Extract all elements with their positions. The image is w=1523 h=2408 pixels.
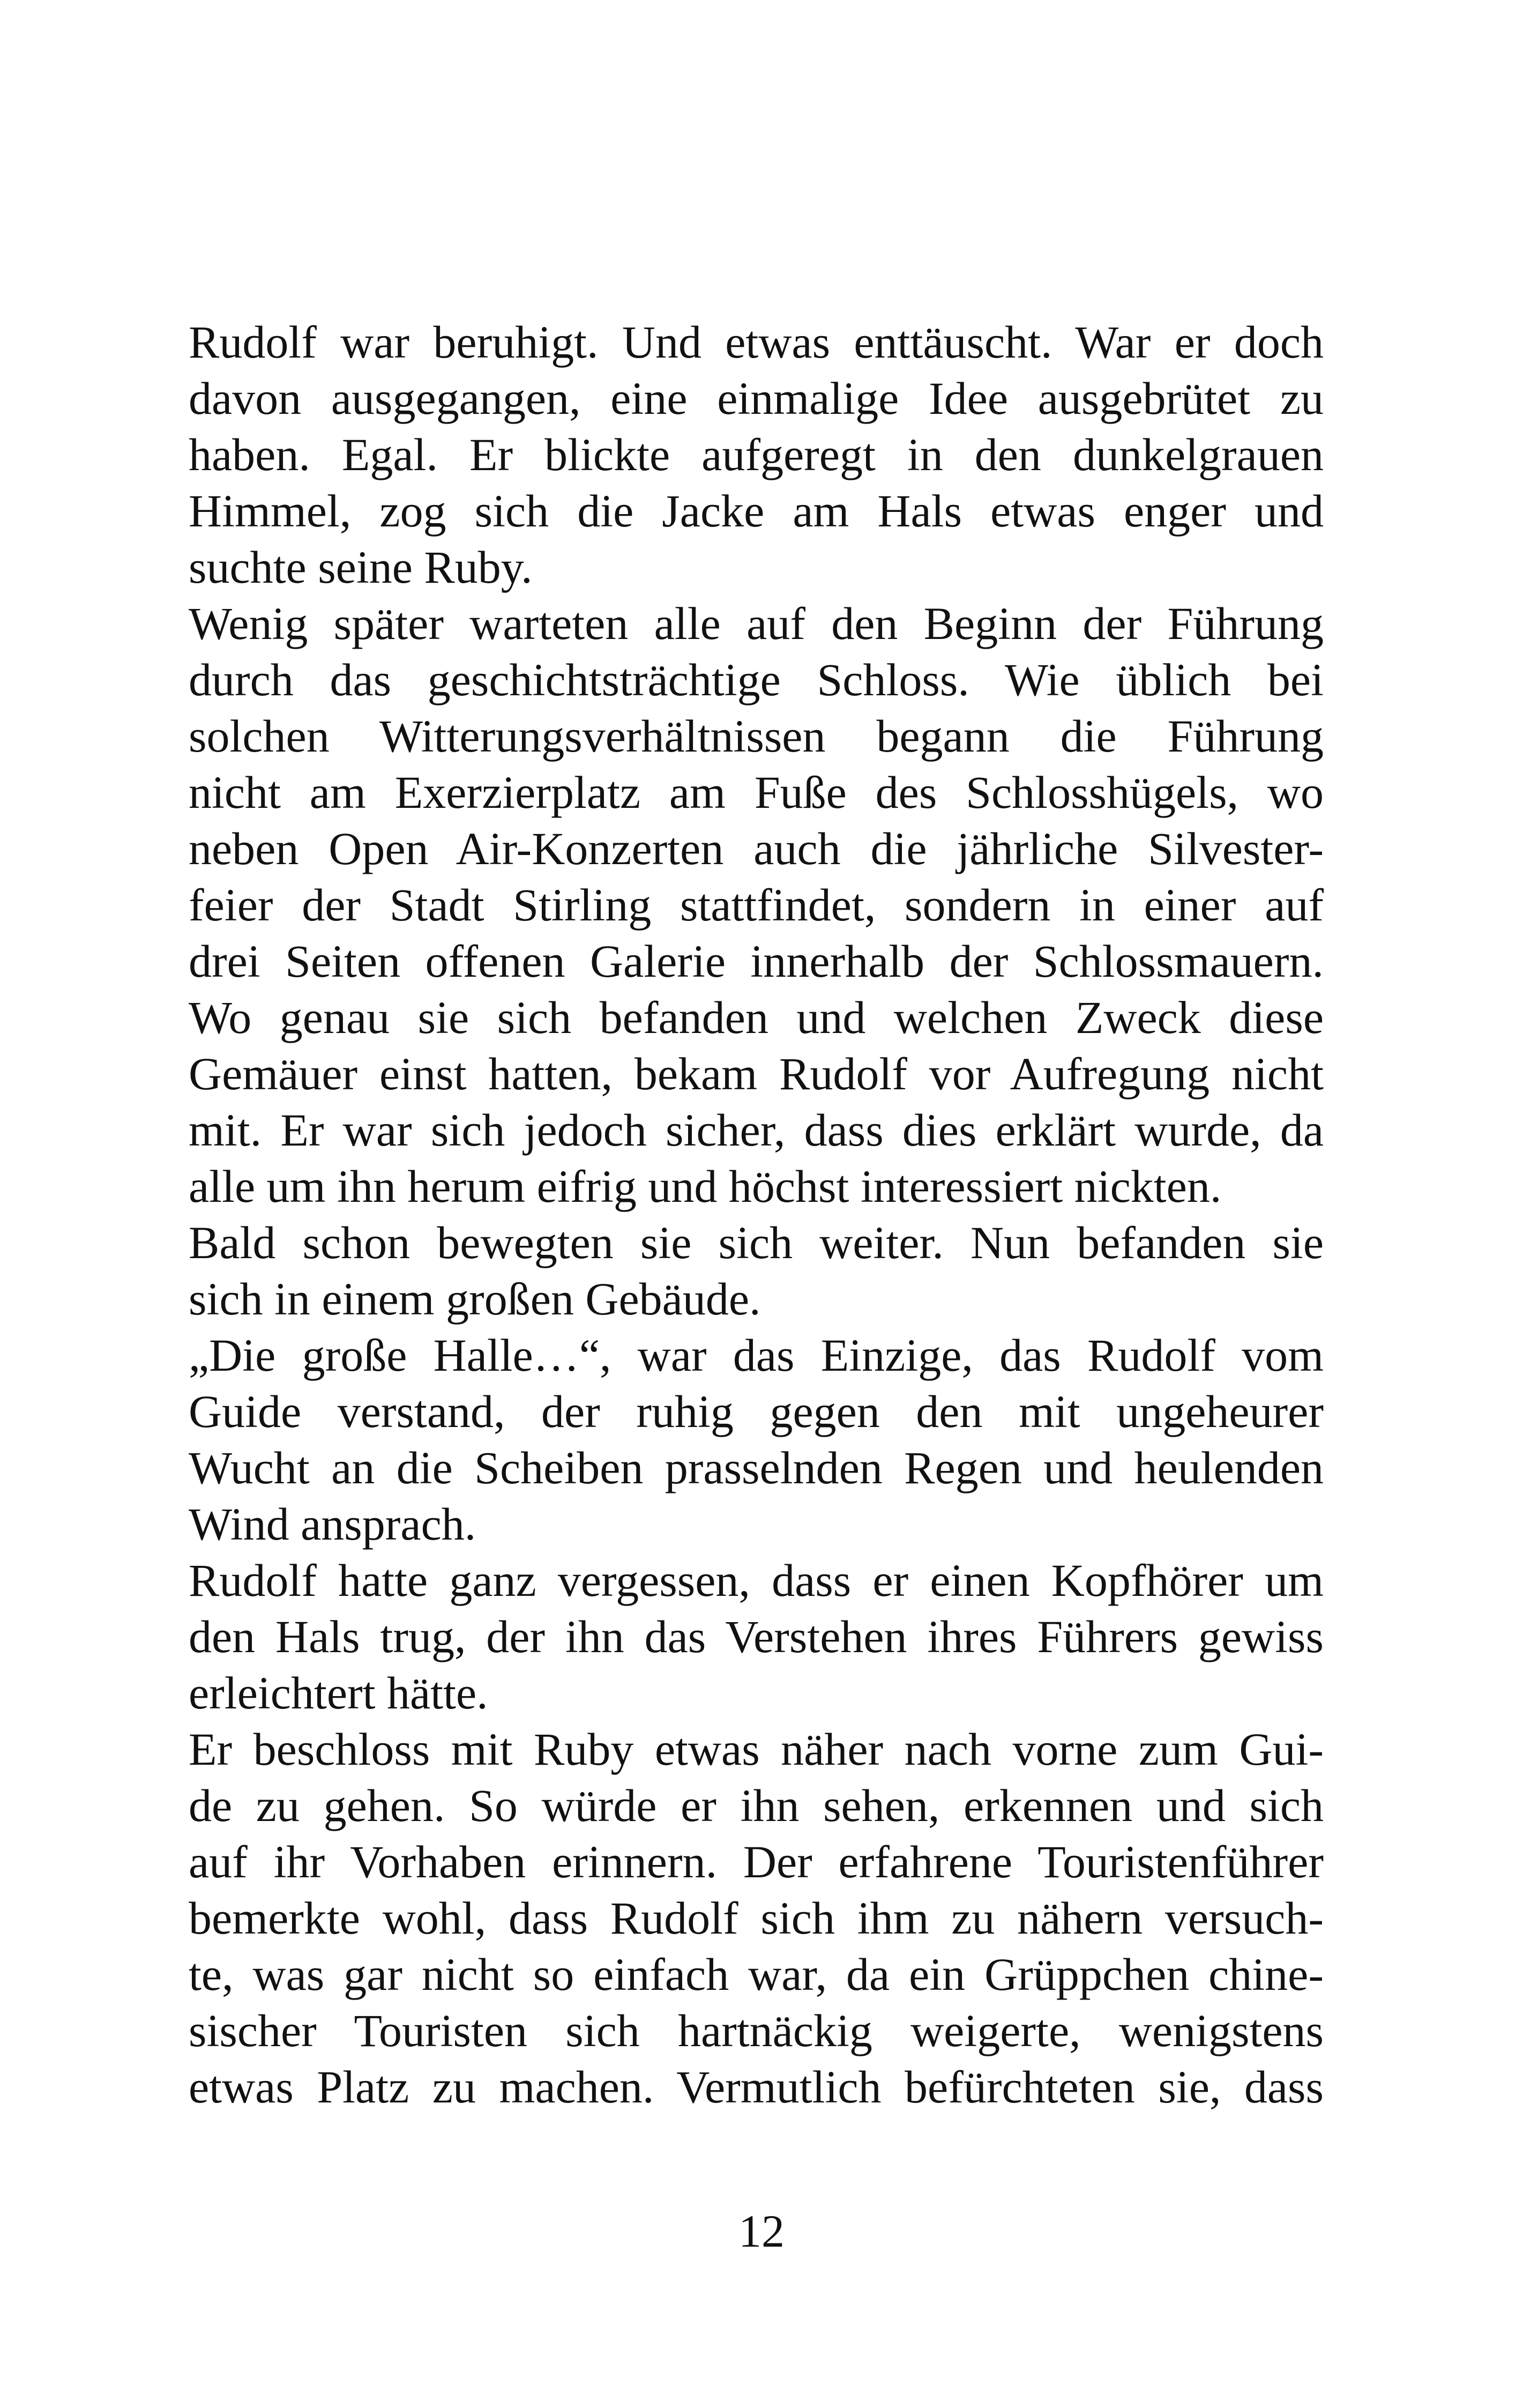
text-line: sich in einem großen Gebäude.	[189, 1273, 761, 1325]
text-line: solchen Witterungsverhältnissen begann die Führung	[189, 710, 1324, 762]
text-line: neben Open Air-Konzerten auch die jährliche Silvester-	[189, 823, 1324, 874]
text-line: davon ausgegangen, eine einmalige Idee ausgebrütet zu	[189, 373, 1324, 424]
text-line: Rudolf hatte ganz vergessen, dass er einen Kopfhörer um	[189, 1555, 1324, 1606]
text-line: bemerkte wohl, dass Rudolf sich ihm zu nähern versuch-	[189, 1892, 1324, 1944]
text-line: Wo genau sie sich befanden und welchen Zweck diese	[189, 992, 1324, 1043]
text-line: etwas Platz zu machen. Vermutlich befürchteten sie, dass	[189, 2061, 1324, 2113]
text-line: sischer Touristen sich hartnäckig weigerte, wenigstens	[189, 2005, 1324, 2056]
text-line: auf ihr Vorhaben erinnern. Der erfahrene Touristenführer	[189, 1836, 1324, 1887]
text-line: feier der Stadt Stirling stattfindet, sondern in einer auf	[189, 879, 1324, 931]
text-line: Er beschloss mit Ruby etwas näher nach vorne zum Gui-	[189, 1723, 1324, 1775]
text-line: te, was gar nicht so einfach war, da ein Grüppchen chine-	[189, 1949, 1324, 2000]
text-line: Rudolf war beruhigt. Und etwas enttäuscht. War er doch	[189, 316, 1324, 368]
text-line: Bald schon bewegten sie sich weiter. Nun befanden sie	[189, 1217, 1324, 1268]
text-line: erleichtert hätte.	[189, 1667, 488, 1719]
body-text	[189, 314, 1324, 2115]
text-line: Himmel, zog sich die Jacke am Hals etwas enger und	[189, 485, 1324, 537]
text-line: „Die große Halle…“, war das Einzige, das Rudolf vom	[189, 1329, 1324, 1381]
text-line: mit. Er war sich jedoch sicher, dass dies erklärt wurde, da	[189, 1104, 1324, 1156]
text-line: durch das geschichtsträchtige Schloss. Wie üblich bei	[189, 654, 1324, 705]
text-line: haben. Egal. Er blickte aufgeregt in den dunkelgrauen	[189, 429, 1324, 480]
text-line: Wenig später warteten alle auf den Beginn der Führung	[189, 598, 1324, 649]
text-line: Wucht an die Scheiben prasselnden Regen und heulenden	[189, 1442, 1324, 1493]
text-line: alle um ihn herum eifrig und höchst interessiert nickten.	[189, 1161, 1222, 1212]
text-line: drei Seiten offenen Galerie innerhalb der Schlossmauern.	[189, 935, 1324, 987]
text-line: Gemäuer einst hatten, bekam Rudolf vor Aufregung nicht	[189, 1048, 1324, 1099]
text-line: suchte seine Ruby.	[189, 541, 533, 593]
text-line: de zu gehen. So würde er ihn sehen, erkennen und sich	[189, 1780, 1324, 1831]
text-line: den Hals trug, der ihn das Verstehen ihres Führers gewiss	[189, 1611, 1324, 1662]
text-line: nicht am Exerzierplatz am Fuße des Schlosshügels, wo	[189, 767, 1324, 818]
text-line: Wind ansprach.	[189, 1498, 476, 1550]
page-number: 12	[738, 2205, 785, 2257]
text-line: Guide verstand, der ruhig gegen den mit ungeheurer	[189, 1386, 1324, 1437]
